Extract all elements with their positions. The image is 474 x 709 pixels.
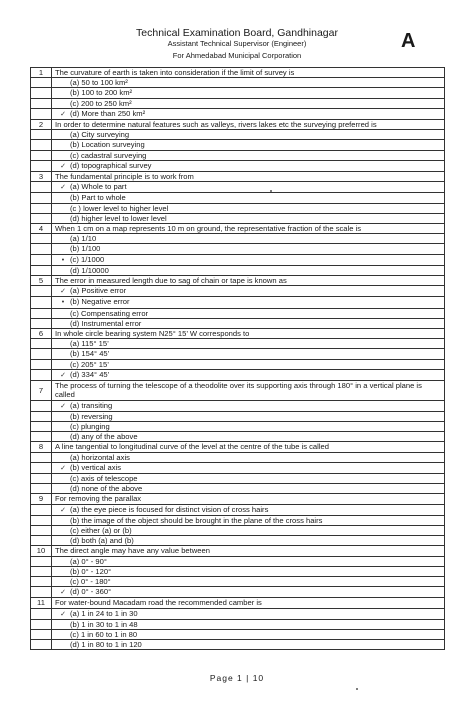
option-cell: [52, 400, 445, 411]
option-row: [31, 536, 445, 546]
option-number-cell: [31, 182, 52, 193]
option-text: (c) plunging: [70, 421, 110, 431]
option-number-cell: [31, 286, 52, 297]
option-row: [31, 452, 445, 462]
option-text: (d) both (a) and (b): [70, 536, 134, 546]
option-text: (d) any of the above: [70, 432, 138, 442]
question-row: [31, 598, 445, 608]
answer-mark-icon: ✓: [60, 184, 66, 192]
option-cell: [52, 297, 445, 308]
option-row: [31, 308, 445, 318]
option-cell: [52, 193, 445, 203]
option-text: (b) the image of the object should be brought in the plane of the cross hairs: [70, 515, 323, 525]
option-cell: [52, 587, 445, 598]
option-text: (d) 1/10000: [70, 265, 109, 275]
option-row: [31, 432, 445, 442]
option-row: [31, 566, 445, 576]
option-cell: [52, 108, 445, 119]
option-row: [31, 619, 445, 629]
question-text: In whole circle bearing system N25° 15’ W corresponds to: [52, 329, 445, 339]
option-number-cell: [31, 462, 52, 473]
option-cell: [52, 629, 445, 639]
option-number-cell: [31, 587, 52, 598]
question-number: 9: [31, 494, 52, 504]
option-row: [31, 203, 445, 213]
option-number-cell: [31, 160, 52, 171]
option-cell: [52, 484, 445, 494]
question-number: 5: [31, 276, 52, 286]
option-text: (a) 1 in 24 to 1 in 30: [70, 608, 138, 618]
option-row: [31, 608, 445, 619]
option-row: [31, 339, 445, 349]
question-number: 3: [31, 172, 52, 182]
option-cell: [52, 411, 445, 421]
option-number-cell: [31, 130, 52, 140]
option-cell: [52, 213, 445, 223]
option-row: [31, 265, 445, 275]
option-cell: [52, 525, 445, 535]
question-row: [31, 120, 445, 130]
option-row: [31, 88, 445, 98]
question-text: The process of turning the telescope of a theodolite over its supporting axis through 180° in a vertical plane is called: [52, 381, 445, 400]
option-number-cell: [31, 619, 52, 629]
option-number-cell: [31, 265, 52, 275]
option-row: [31, 462, 445, 473]
question-text: For water-bound Macadam road the recommended camber is: [52, 598, 445, 608]
option-text: (b) Negative error: [70, 297, 130, 307]
option-number-cell: [31, 140, 52, 150]
option-text: (b) Part to whole: [70, 193, 126, 203]
option-number-cell: [31, 203, 52, 213]
scan-speck: [270, 190, 272, 192]
option-cell: [52, 566, 445, 576]
option-number-cell: [31, 308, 52, 318]
question-text: The direct angle may have any value between: [52, 546, 445, 556]
option-number-cell: [31, 349, 52, 359]
option-row: [31, 150, 445, 160]
option-number-cell: [31, 484, 52, 494]
option-row: [31, 587, 445, 598]
option-number-cell: [31, 234, 52, 244]
option-text: (c) Compensating error: [70, 308, 149, 318]
option-text: (b) Location surveying: [70, 140, 145, 150]
option-row: [31, 234, 445, 244]
option-text: (d) Instrumental error: [70, 318, 142, 328]
option-number-cell: [31, 318, 52, 328]
option-cell: [52, 182, 445, 193]
option-cell: [52, 140, 445, 150]
option-number-cell: [31, 629, 52, 639]
option-text: (a) Positive error: [70, 286, 127, 296]
option-row: [31, 640, 445, 650]
option-number-cell: [31, 108, 52, 119]
option-cell: [52, 576, 445, 586]
option-cell: [52, 473, 445, 483]
option-row: [31, 369, 445, 380]
option-cell: [52, 308, 445, 318]
question-text: For removing the parallax: [52, 494, 445, 504]
board-title: Technical Examination Board, Gandhinagar: [136, 27, 338, 39]
option-cell: [52, 432, 445, 442]
question-number: 8: [31, 442, 52, 452]
option-row: [31, 108, 445, 119]
option-row: [31, 182, 445, 193]
option-row: [31, 525, 445, 535]
scan-speck: [356, 688, 358, 690]
option-row: [31, 213, 445, 223]
option-number-cell: [31, 536, 52, 546]
option-row: [31, 78, 445, 88]
answer-mark-icon: ✓: [60, 610, 66, 618]
option-text: (a) horizontal axis: [70, 452, 130, 462]
question-row: [31, 172, 445, 182]
option-row: [31, 473, 445, 483]
option-cell: [52, 608, 445, 619]
answer-mark-icon: ✓: [60, 288, 66, 296]
option-row: [31, 504, 445, 515]
option-number-cell: [31, 359, 52, 369]
question-text: In order to determine natural features such as valleys, rivers lakes etc the surveying preferred is: [52, 120, 445, 130]
question-table: [30, 67, 445, 650]
page-number: Page 1 | 10: [209, 673, 265, 683]
option-text: (c) cadastral surveying: [70, 150, 147, 160]
question-text: When 1 cm on a map represents 10 m on ground, the representative fraction of the scale is: [52, 224, 445, 234]
option-text: (d) More than 250 km²: [70, 108, 146, 118]
option-number-cell: [31, 244, 52, 254]
option-row: [31, 244, 445, 254]
option-number-cell: [31, 608, 52, 619]
answer-mark-icon: ✓: [60, 589, 66, 597]
option-row: [31, 318, 445, 328]
option-row: [31, 98, 445, 108]
option-text: (c) either (a) or (b): [70, 525, 132, 535]
question-number: 4: [31, 224, 52, 234]
question-row: [31, 276, 445, 286]
option-number-cell: [31, 556, 52, 566]
option-row: [31, 556, 445, 566]
option-text: (c) axis of telescope: [70, 473, 138, 483]
option-row: [31, 349, 445, 359]
option-number-cell: [31, 576, 52, 586]
answer-mark-icon: •: [61, 299, 65, 307]
option-text: (b) 1/100: [70, 244, 101, 254]
option-text: (d) 0° - 360°: [70, 587, 112, 597]
option-row: [31, 254, 445, 265]
option-text: (a) 0° - 90°: [70, 556, 107, 566]
option-number-cell: [31, 78, 52, 88]
question-row: [31, 494, 445, 504]
option-text: (a) Whole to part: [70, 182, 127, 192]
question-text: The error in measured length due to sag of chain or tape is known as: [52, 276, 445, 286]
option-text: (c ) lower level to higher level: [70, 203, 169, 213]
option-number-cell: [31, 150, 52, 160]
option-text: (b) reversing: [70, 411, 113, 421]
question-row: [31, 68, 445, 78]
option-number-cell: [31, 566, 52, 576]
option-cell: [52, 98, 445, 108]
option-text: (a) 1/10: [70, 234, 97, 244]
question-text: The fundamental principle is to work from: [52, 172, 445, 182]
option-number-cell: [31, 421, 52, 431]
question-text: The curvature of earth is taken into consideration if the limit of survey is: [52, 68, 445, 78]
option-row: [31, 576, 445, 586]
option-text: (b) vertical axis: [70, 462, 122, 472]
option-row: [31, 286, 445, 297]
answer-mark-icon: ✓: [60, 402, 66, 410]
option-text: (b) 0° - 120°: [70, 566, 112, 576]
question-row: [31, 224, 445, 234]
option-row: [31, 400, 445, 411]
option-cell: [52, 619, 445, 629]
option-cell: [52, 452, 445, 462]
option-cell: [52, 78, 445, 88]
option-text: (c) 1/1000: [70, 254, 105, 264]
option-number-cell: [31, 473, 52, 483]
option-text: (b) 154° 45’: [70, 349, 110, 359]
answer-mark-icon: ✓: [60, 506, 66, 514]
option-text: (d) higher level to lower level: [70, 213, 167, 223]
option-text: (a) City surveying: [70, 130, 130, 140]
option-cell: [52, 369, 445, 380]
option-text: (c) 0° - 180°: [70, 576, 111, 586]
question-row: [31, 546, 445, 556]
question-text: A line tangential to longitudinal curve of the level at the centre of the tube is called: [52, 442, 445, 452]
option-text: (d) none of the above: [70, 484, 143, 494]
option-cell: [52, 421, 445, 431]
option-number-cell: [31, 452, 52, 462]
organization-line: For Ahmedabad Municipal Corporation: [172, 51, 302, 60]
option-number-cell: [31, 515, 52, 525]
option-cell: [52, 160, 445, 171]
option-row: [31, 297, 445, 308]
option-cell: [52, 359, 445, 369]
option-number-cell: [31, 640, 52, 650]
answer-mark-icon: ✓: [60, 162, 66, 170]
option-text: (a) 115° 15’: [70, 339, 109, 349]
option-number-cell: [31, 193, 52, 203]
option-number-cell: [31, 88, 52, 98]
question-row: [31, 329, 445, 339]
option-row: [31, 421, 445, 431]
answer-mark-icon: ✓: [60, 371, 66, 379]
option-number-cell: [31, 411, 52, 421]
question-number: 1: [31, 68, 52, 78]
option-row: [31, 629, 445, 639]
question-number: 7: [31, 381, 52, 400]
answer-mark-icon: ✓: [60, 110, 66, 118]
question-number: 11: [31, 598, 52, 608]
question-row: [31, 442, 445, 452]
option-text: (a) the eye piece is focused for distinct vision of cross hairs: [70, 504, 269, 514]
option-row: [31, 411, 445, 421]
option-cell: [52, 150, 445, 160]
question-set-letter: A: [401, 30, 416, 52]
option-row: [31, 140, 445, 150]
option-cell: [52, 254, 445, 265]
option-cell: [52, 203, 445, 213]
option-cell: [52, 504, 445, 515]
option-cell: [52, 130, 445, 140]
option-number-cell: [31, 297, 52, 308]
option-number-cell: [31, 432, 52, 442]
option-text: (c) 200 to 250 km²: [70, 98, 132, 108]
option-number-cell: [31, 525, 52, 535]
question-row: [31, 381, 445, 400]
option-number-cell: [31, 369, 52, 380]
option-text: (d) topographical survey: [70, 160, 152, 170]
option-row: [31, 193, 445, 203]
option-number-cell: [31, 339, 52, 349]
option-text: (a) transiting: [70, 400, 113, 410]
option-cell: [52, 349, 445, 359]
option-row: [31, 359, 445, 369]
option-cell: [52, 234, 445, 244]
option-cell: [52, 462, 445, 473]
answer-mark-icon: •: [61, 256, 65, 264]
question-number: 10: [31, 546, 52, 556]
option-text: (d) 334° 45’: [70, 369, 110, 379]
option-cell: [52, 88, 445, 98]
post-subtitle: Assistant Technical Supervisor (Engineer): [167, 39, 307, 48]
option-cell: [52, 536, 445, 546]
option-text: (b) 1 in 30 to 1 in 48: [70, 619, 138, 629]
option-number-cell: [31, 254, 52, 265]
option-row: [31, 515, 445, 525]
option-row: [31, 160, 445, 171]
option-text: (c) 205° 15’: [70, 359, 109, 369]
option-row: [31, 484, 445, 494]
option-row: [31, 130, 445, 140]
answer-mark-icon: ✓: [60, 464, 66, 472]
option-text: (c) 1 in 60 to 1 in 80: [70, 629, 138, 639]
option-number-cell: [31, 400, 52, 411]
option-cell: [52, 556, 445, 566]
option-cell: [52, 318, 445, 328]
option-cell: [52, 244, 445, 254]
option-cell: [52, 515, 445, 525]
option-cell: [52, 640, 445, 650]
option-cell: [52, 286, 445, 297]
option-cell: [52, 265, 445, 275]
option-cell: [52, 339, 445, 349]
option-text: (a) 50 to 100 km²: [70, 78, 128, 88]
option-number-cell: [31, 504, 52, 515]
option-number-cell: [31, 98, 52, 108]
option-number-cell: [31, 213, 52, 223]
question-number: 2: [31, 120, 52, 130]
question-number: 6: [31, 329, 52, 339]
option-text: (d) 1 in 80 to 1 in 120: [70, 640, 142, 650]
option-text: (b) 100 to 200 km²: [70, 88, 133, 98]
